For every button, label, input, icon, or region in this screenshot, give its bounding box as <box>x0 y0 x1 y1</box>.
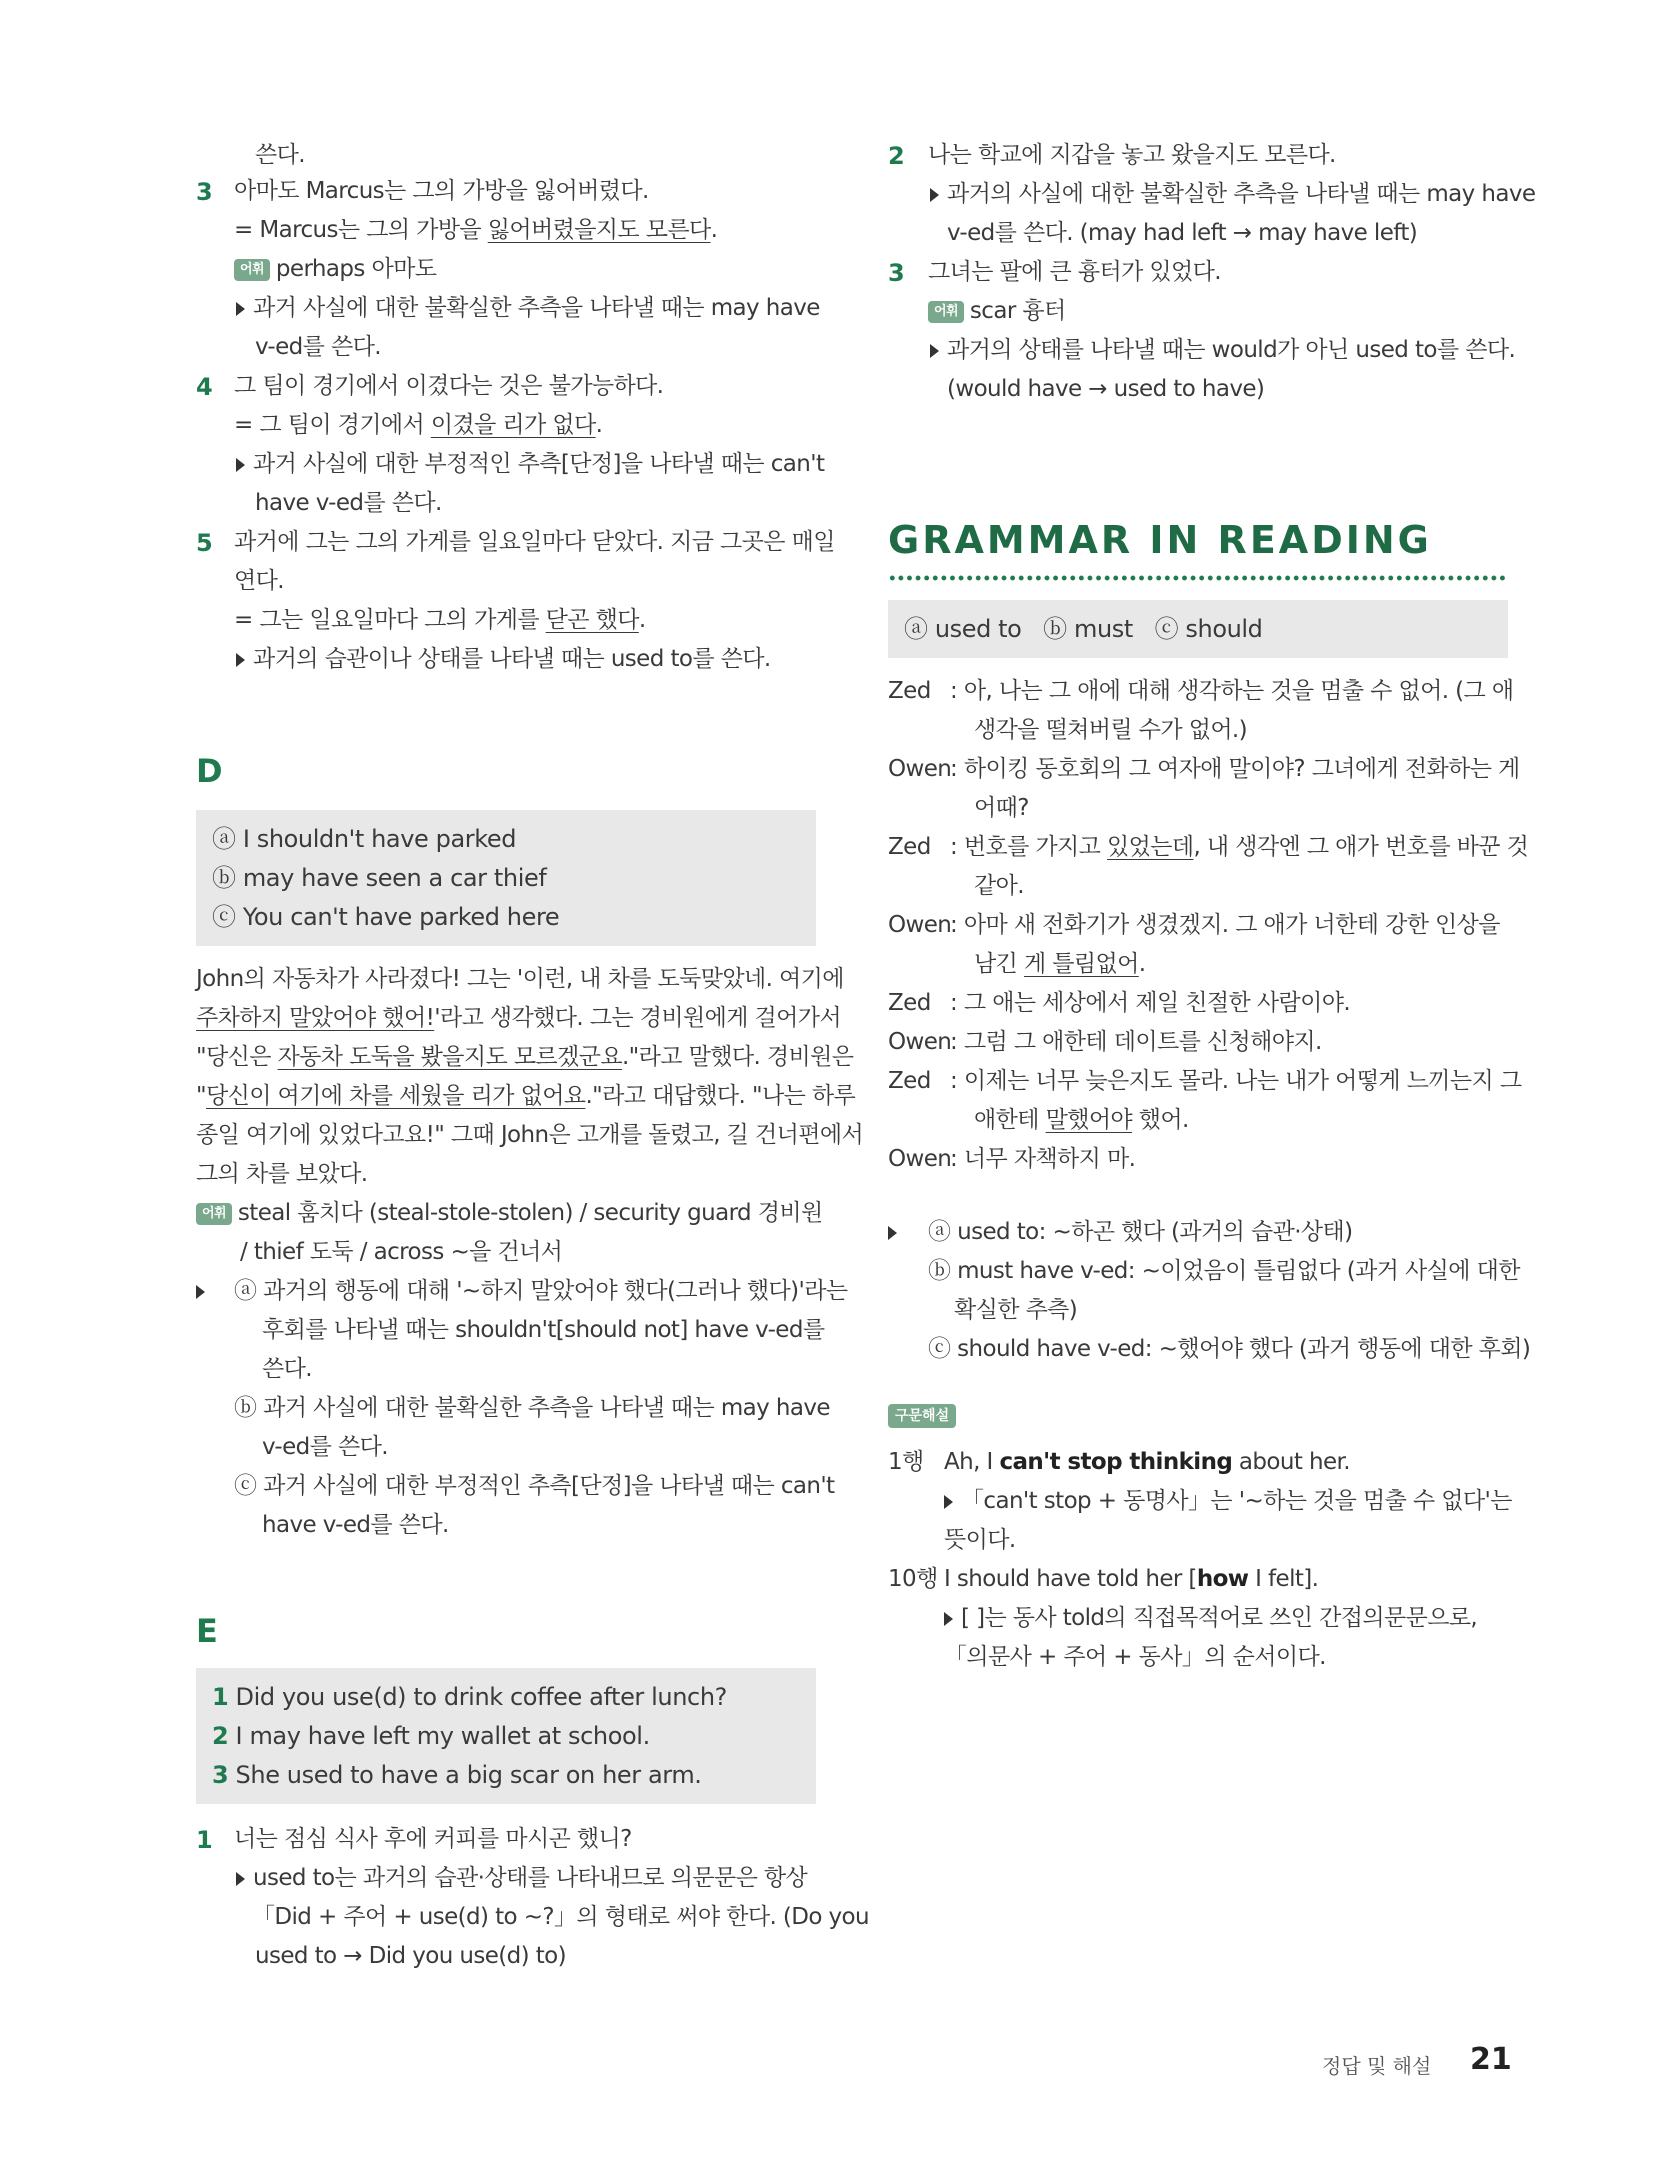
text-line: / thief 도둑 / across ~을 건너서 <box>240 1239 563 1265</box>
explanation-line: 과거의 사실에 대한 불확실한 추측을 나타낼 때는 may have <box>930 175 1535 214</box>
text-line: 주차하지 말았어야 했어!'라고 생각했다. 그는 경비원에게 걸어가서 <box>196 1005 842 1031</box>
answer-line: ⓑ may have seen a car thief <box>212 864 547 892</box>
triangle-bullet-icon <box>236 302 245 316</box>
text-line: ⓐ 과거의 행동에 대해 '~하지 말았어야 했다(그러나 했다)'라는 <box>234 1278 848 1304</box>
explanation-line: 과거 사실에 대한 불확실한 추측을 나타낼 때는 may have <box>236 289 820 328</box>
text-line: v-ed를 쓴다. <box>262 1434 388 1460</box>
text-line: 확실한 추측) <box>954 1297 1078 1323</box>
dialog-line: 남긴 게 틀림없어. <box>974 951 1146 977</box>
explanation-line: 「can't stop + 동명사」는 '~하는 것을 멈출 수 없다'는 <box>944 1482 1512 1521</box>
explanation-line: 과거의 습관이나 상태를 나타낼 때는 used to를 쓴다. <box>236 640 771 679</box>
triangle-bullet-icon <box>236 1872 245 1886</box>
text-line: 너는 점심 식사 후에 커피를 마시곤 했니? <box>234 1826 632 1852</box>
text-line: have v-ed를 쓴다. <box>255 490 442 516</box>
text-line: v-ed를 쓴다. (may had left → may have left) <box>947 220 1418 246</box>
text-line: 나는 학교에 지갑을 놓고 왔을지도 모른다. <box>928 142 1336 168</box>
vocab-badge: 어휘 <box>928 301 964 323</box>
text-line: ⓑ 과거 사실에 대한 불확실한 추측을 나타낼 때는 may have <box>234 1395 830 1421</box>
vocab-line: 어휘 scar 흉터 <box>928 292 1066 331</box>
dialog-line: Zed : 이제는 너무 늦은지도 몰라. 나는 내가 어떻게 느끼는지 그 <box>888 1062 1522 1101</box>
answer-line: 2 I may have left my wallet at school. <box>212 1722 650 1750</box>
text-line: ⓑ must have v-ed: ~이었음이 틀림없다 (과거 사실에 대한 <box>928 1258 1520 1284</box>
section-heading-e: E <box>196 1612 218 1650</box>
dialog-line: Zed : 번호를 가지고 있었는데, 내 생각엔 그 애가 번호를 바꾼 것 <box>888 828 1528 867</box>
dialog-line: Owen: 아마 새 전화기가 생겼겠지. 그 애가 너한테 강한 인상을 <box>888 906 1500 945</box>
text-line: 그 팀이 경기에서 이겼다는 것은 불가능하다. <box>234 373 664 399</box>
answer-line: ⓐ used to ⓑ must ⓒ should <box>904 615 1263 643</box>
item-number: 3 <box>888 259 905 287</box>
syntax-line-number: 1행 <box>888 1449 924 1475</box>
page-number: 21 <box>1470 2042 1512 2077</box>
text-line: ⓒ should have v-ed: ~했어야 했다 (과거 행동에 대한 후회) <box>928 1336 1531 1362</box>
text-line: 그녀는 팔에 큰 흉터가 있었다. <box>928 259 1221 285</box>
speaker-name: Zed <box>888 678 931 704</box>
speaker-name: Owen <box>888 756 952 782</box>
dotted-divider <box>888 574 1508 582</box>
explanation-line: [ ]는 동사 told의 직접목적어로 쓰인 간접의문문으로, <box>944 1599 1477 1638</box>
vocab-badge: 어휘 <box>196 1203 232 1225</box>
text-line: ⓒ 과거 사실에 대한 부정적인 추측[단정]을 나타낼 때는 can't <box>234 1473 835 1499</box>
dialog-line: Zed : 아, 나는 그 애에 대해 생각하는 것을 멈출 수 없어. (그 애 <box>888 672 1513 711</box>
text-line: = 그는 일요일마다 그의 가게를 닫곤 했다. <box>234 607 646 633</box>
answer-line: ⓐ I shouldn't have parked <box>212 825 517 853</box>
footer-label: 정답 및 해설 <box>1322 2054 1432 2078</box>
syntax-line-number: 10행 <box>888 1566 938 1592</box>
dialog-line: Owen: 하이킹 동호회의 그 여자애 말이야? 그녀에게 전화하는 게 <box>888 750 1520 789</box>
text-line: 후회를 나타낼 때는 shouldn't[should not] have v-ed를 <box>262 1317 825 1343</box>
triangle-bullet-icon <box>944 1612 953 1626</box>
text-line: 연다. <box>234 568 284 594</box>
text-line: = 그 팀이 경기에서 이겼을 리가 없다. <box>234 412 603 438</box>
speaker-name: Zed <box>888 990 931 1016</box>
speaker-name: Owen <box>888 1029 952 1055</box>
section-heading-grammar-in-reading: GRAMMAR IN READING <box>888 518 1432 562</box>
dialog-line: Zed : 그 애는 세상에서 제일 친절한 사람이야. <box>888 984 1350 1023</box>
dialog-line: 애한테 말했어야 했어. <box>974 1107 1189 1133</box>
section-heading-d: D <box>196 752 223 790</box>
triangle-bullet-icon <box>944 1495 953 1509</box>
explanation-line: 과거의 상태를 나타낼 때는 would가 아닌 used to를 쓴다. <box>930 331 1515 370</box>
dialog-line: 같아. <box>974 873 1024 899</box>
text-line: 「의문사 + 주어 + 동사」의 순서이다. <box>944 1644 1326 1670</box>
answer-line: ⓒ You can't have parked here <box>212 903 560 931</box>
dialog-line: 생각을 떨쳐버릴 수가 없어.) <box>974 717 1248 743</box>
vocab-line: 어휘 perhaps 아마도 <box>234 250 436 289</box>
explanation-line <box>196 1272 213 1311</box>
answer-line: 3 She used to have a big scar on her arm. <box>212 1761 702 1789</box>
item-number: 2 <box>888 142 905 170</box>
triangle-bullet-icon <box>930 188 939 202</box>
text-line: v-ed를 쓴다. <box>255 334 381 360</box>
triangle-bullet-icon <box>196 1285 205 1299</box>
explanation-line: 과거 사실에 대한 부정적인 추측[단정]을 나타낼 때는 can't <box>236 445 824 484</box>
speaker-name: Zed <box>888 1068 931 1094</box>
dialog-line: Owen: 너무 자책하지 마. <box>888 1140 1135 1179</box>
text-line: 그의 차를 보았다. <box>196 1161 368 1187</box>
speaker-name: Owen <box>888 912 952 938</box>
explanation-line <box>888 1213 905 1252</box>
text-line: ⓐ used to: ~하곤 했다 (과거의 습관·상태) <box>928 1219 1353 1245</box>
speaker-name: Zed <box>888 834 931 860</box>
text-line: "당신은 자동차 도둑을 봤을지도 모르겠군요."라고 말했다. 경비원은 <box>196 1044 854 1070</box>
vocab-badge: 어휘 <box>234 259 270 281</box>
triangle-bullet-icon <box>888 1226 897 1240</box>
dialog-line: Owen: 그럼 그 애한테 데이트를 신청해야지. <box>888 1023 1322 1062</box>
dialog-line: 어때? <box>974 795 1029 821</box>
syntax-badge: 구문해설 <box>888 1404 962 1428</box>
text-line: 뜻이다. <box>944 1527 1016 1553</box>
text-line: used to → Did you use(d) to) <box>255 1943 567 1969</box>
triangle-bullet-icon <box>930 344 939 358</box>
text-line: "당신이 여기에 차를 세웠을 리가 없어요."라고 대답했다. "나는 하루 <box>196 1083 856 1109</box>
speaker-name: Owen <box>888 1146 952 1172</box>
text-line: have v-ed를 쓴다. <box>262 1512 449 1538</box>
text-line: 종일 여기에 있었다고요!" 그때 John은 고개를 돌렸고, 길 건너편에서 <box>196 1122 864 1148</box>
syntax-sentence: Ah, I can't stop thinking about her. <box>944 1449 1350 1475</box>
text-line: (would have → used to have) <box>947 376 1265 402</box>
item-number: 1 <box>196 1826 213 1854</box>
item-number: 4 <box>196 373 213 401</box>
text-line: 과거에 그는 그의 가게를 일요일마다 닫았다. 지금 그곳은 매일 <box>234 529 835 555</box>
text-line: = Marcus는 그의 가방을 잃어버렸을지도 모른다. <box>234 217 718 243</box>
text-line: 아마도 Marcus는 그의 가방을 잃어버렸다. <box>234 178 649 204</box>
text-line: 쓴다. <box>262 1356 312 1382</box>
item-number: 5 <box>196 529 213 557</box>
triangle-bullet-icon <box>236 653 245 667</box>
text-line: 쓴다. <box>255 142 305 168</box>
answer-line: 1 Did you use(d) to drink coffee after lunch? <box>212 1683 727 1711</box>
syntax-sentence: I should have told her [how I felt]. <box>944 1566 1319 1592</box>
vocab-line: 어휘 steal 훔치다 (steal-stole-stolen) / security guard 경비원 <box>196 1194 823 1233</box>
item-number: 3 <box>196 178 213 206</box>
triangle-bullet-icon <box>236 458 245 472</box>
explanation-line: used to는 과거의 습관·상태를 나타내므로 의문문은 항상 <box>236 1859 807 1898</box>
text-line: 「Did + 주어 + use(d) to ~?」의 형태로 써야 한다. (Do you <box>252 1904 869 1930</box>
text-line: John의 자동차가 사라졌다! 그는 '이런, 내 차를 도둑맞았네. 여기에 <box>196 966 844 992</box>
